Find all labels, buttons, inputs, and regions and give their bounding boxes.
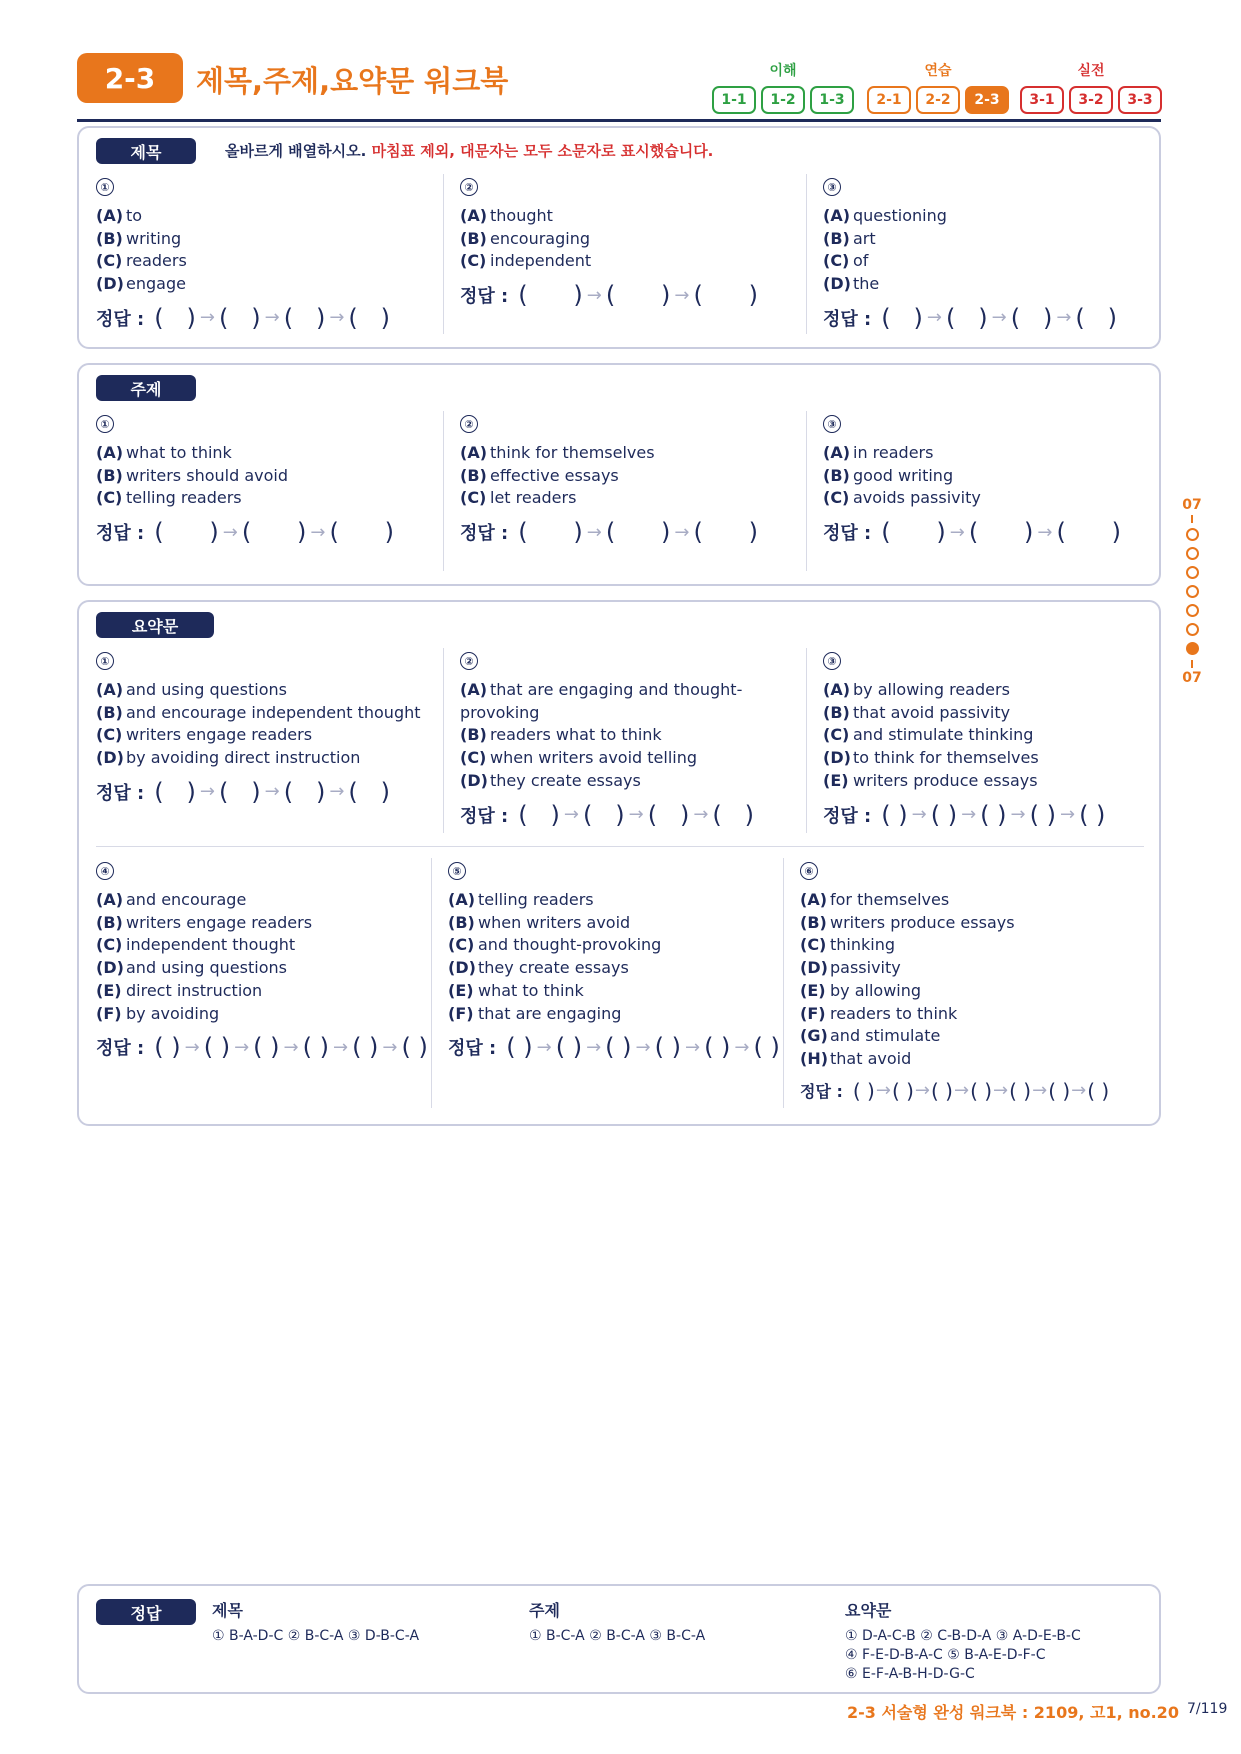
- answer-blank[interactable]: 정답 : ( ) → ( ) → ( ): [96, 518, 394, 547]
- progress-dot-current[interactable]: [1186, 642, 1199, 655]
- summary-item-3: ③ (A) by allowing readers (B) that avoid passivity (C) and stimulate thinking (D) to think for themselves (E) writers produce essays 정답 : ( ) → ( ) → ( ) → ( ) → ( ): [823, 652, 1153, 829]
- summary-item-5: ⑤ (A) telling readers (B) when writers avoid (C) and thought-provoking (D) they create essays (E) what to think (F) that are engaging 정답 : ( ) → ( ) → ( ) → ( ) → ( ) → ( ): [448, 862, 778, 1061]
- answer-blank[interactable]: 정답 : ( ) → ( ) → ( ): [460, 281, 758, 310]
- instruction: 올바르게 배열하시오. 마침표 제외, 대문자는 모두 소문자로 표시했습니다.: [225, 142, 714, 160]
- answer-blank[interactable]: 정답 : ( ) → ( ) → ( ) → ( ) → ( ) → ( ): [448, 1033, 780, 1062]
- stage-button-3-1[interactable]: 3-1: [1020, 86, 1064, 114]
- section-tag: 요약문: [96, 612, 214, 638]
- progress-dot[interactable]: [1186, 604, 1199, 617]
- progress-dot[interactable]: [1186, 623, 1199, 636]
- theme-item-1: ① (A) what to think (B) writers should avoid (C) telling readers 정답 : ( ) → ( ) → ( ): [96, 415, 426, 546]
- stage-button-1-2[interactable]: 1-2: [761, 86, 805, 114]
- progress-dot[interactable]: [1186, 528, 1199, 541]
- stage-button-1-1[interactable]: 1-1: [712, 86, 756, 114]
- page-number: 7/119: [1187, 1701, 1228, 1717]
- answer-key-summary: 요약문 ① D-A-C-B ② C-B-D-A ③ A-D-E-B-C ④ F-E-D-B-A-C ⑤ B-A-E-D-F-C ⑥ E-F-A-B-H-D-G-C: [845, 1601, 1081, 1682]
- answer-blank[interactable]: 정답 : ( ) → ( ) → ( ) → ( ) → ( ) → ( ) → ( ): [800, 1078, 1110, 1103]
- theme-item-2: ② (A) think for themselves (B) effective essays (C) let readers 정답 : ( ) → ( ) → ( ): [460, 415, 790, 546]
- section-tag: 주제: [96, 375, 196, 401]
- title-section: [77, 126, 1161, 349]
- theme-item-3: ③ (A) in readers (B) good writing (C) avoids passivity 정답 : ( ) → ( ) → ( ): [823, 415, 1153, 546]
- side-nav-number: 07: [1182, 670, 1202, 686]
- answer-blank[interactable]: 정답 : ( ) → ( ) → ( ) → ( ): [823, 303, 1118, 332]
- progress-dot[interactable]: [1186, 566, 1199, 579]
- answer-key-theme: 주제 ① B-C-A ② B-C-A ③ B-C-A: [529, 1601, 706, 1644]
- instruction-note: 마침표 제외, 대문자는 모두 소문자로 표시했습니다.: [371, 142, 714, 160]
- answer-blank[interactable]: 정답 : ( ) → ( ) → ( ): [823, 518, 1121, 547]
- answer-blank[interactable]: 정답 : ( ) → ( ) → ( ) → ( ): [96, 777, 391, 806]
- stage-label: 연습: [924, 63, 952, 79]
- answer-blank[interactable]: 정답 : ( ) → ( ) → ( ) → ( ): [96, 303, 391, 332]
- stage-button-3-2[interactable]: 3-2: [1069, 86, 1113, 114]
- theme-section: [77, 363, 1161, 586]
- answer-key: [77, 1584, 1161, 1694]
- stage-group-real: [1020, 60, 1162, 114]
- stage-button-2-1[interactable]: 2-1: [867, 86, 911, 114]
- answer-key-title: 제목 ① B-A-D-C ② B-C-A ③ D-B-C-A: [212, 1601, 420, 1644]
- stage-button-3-3[interactable]: 3-3: [1118, 86, 1162, 114]
- header-rule: [77, 119, 1161, 122]
- summary-item-6: ⑥ (A) for themselves (B) writers produce essays (C) thinking (D) passivity (E) by allowing (F) readers to think (G) and stimulate (H) that avoid 정답 : ( ) → ( ) → ( ) → ( ) → ( ) → ( ) → ( ): [800, 862, 1140, 1103]
- progress-dot[interactable]: [1186, 585, 1199, 598]
- stage-button-1-3[interactable]: 1-3: [810, 86, 854, 114]
- title-item-3: ③ (A) questioning (B) art (C) of (D) the 정답 : ( ) → ( ) → ( ) → ( ): [823, 178, 1153, 332]
- summary-section: [77, 600, 1161, 1126]
- summary-item-4: ④ (A) and encourage (B) writers engage readers (C) independent thought (D) and using questions (E) direct instruction (F) by avoiding 정답 : ( ) → ( ) → ( ) → ( ) → ( ) → ( ): [96, 862, 426, 1061]
- title-item-1: ① (A) to (B) writing (C) readers (D) engage 정답 : ( ) → ( ) → ( ) → ( ): [96, 178, 426, 332]
- stage-label: 이해: [769, 63, 797, 79]
- answer-blank[interactable]: 정답 : ( ) → ( ) → ( ): [460, 518, 758, 547]
- summary-item-2: ② (A) that are engaging and thought- provoking (B) readers what to think (C) when writers avoid telling (D) they create essays 정답 : ( ) → ( ) → ( ) → ( ): [460, 652, 790, 829]
- page-title: 제목,주제,요약문 워크북: [196, 64, 509, 98]
- stage-button-2-2[interactable]: 2-2: [916, 86, 960, 114]
- section-tag: 제목: [96, 138, 196, 164]
- side-nav-number: 07: [1182, 497, 1202, 513]
- title-item-2: ② (A) thought (B) encouraging (C) independent 정답 : ( ) → ( ) → ( ): [460, 178, 790, 309]
- stage-button-2-3[interactable]: 2-3: [965, 86, 1009, 114]
- answer-blank[interactable]: 정답 : ( ) → ( ) → ( ) → ( ) → ( ): [823, 800, 1106, 829]
- progress-dot[interactable]: [1186, 547, 1199, 560]
- answer-blank[interactable]: 정답 : ( ) → ( ) → ( ) → ( ) → ( ) → ( ): [96, 1033, 428, 1062]
- side-progress-nav: [1181, 497, 1203, 686]
- stage-group-understand: [712, 60, 854, 114]
- stage-label: 실전: [1077, 63, 1105, 79]
- footer-title: 2-3 서술형 완성 워크북 : 2109, 고1, no.20: [847, 1703, 1179, 1722]
- answer-key-tag: 정답: [96, 1599, 196, 1625]
- section-badge: 2-3: [77, 53, 183, 103]
- stage-group-practice: [867, 60, 1009, 114]
- answer-blank[interactable]: 정답 : ( ) → ( ) → ( ) → ( ): [460, 800, 755, 829]
- summary-item-1: ① (A) and using questions (B) and encourage independent thought (C) writers engage readers (D) by avoiding direct instruction 정답 : ( ) → ( ) → ( ) → ( ): [96, 652, 426, 806]
